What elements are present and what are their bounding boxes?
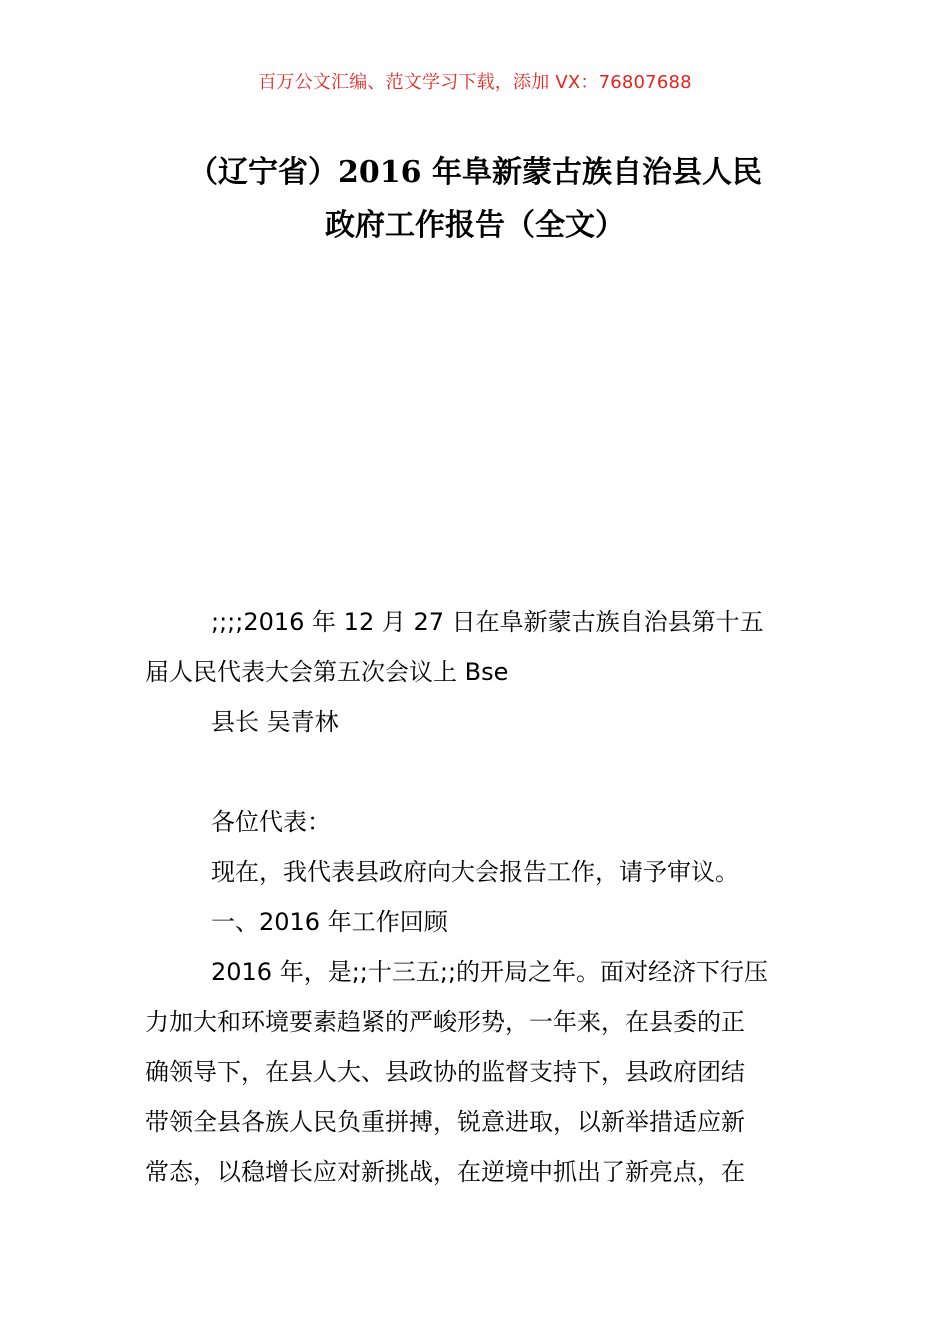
paragraph-line: 确领导下，在县人大、县政协的监督支持下，县政府团结 <box>145 1058 745 1086</box>
salutation: 各位代表： <box>211 808 331 836</box>
speaker-line: 县长 吴青林 <box>211 708 339 736</box>
document-body <box>145 597 810 1197</box>
paragraph-line: 力加大和环境要素趋紧的严峻形势，一年来，在县委的正 <box>145 1008 745 1036</box>
paragraph-line: 带领全县各族人民负重拼搏，锐意进取，以新举措适应新 <box>145 1108 745 1136</box>
document-title <box>130 146 820 252</box>
occasion-line-1: ;;;;2016 年 12 月 27 日在阜新蒙古族自治县第十五 <box>211 608 764 636</box>
occasion-line-2: 届人民代表大会第五次会议上 Bse <box>145 658 509 686</box>
paragraph-line: 常态，以稳增长应对新挑战，在逆境中抓出了新亮点，在 <box>145 1158 745 1186</box>
paragraph-line: 2016 年，是;;十三五;;的开局之年。面对经济下行压 <box>211 958 769 986</box>
header-watermark-note: 百万公文汇编、范文学习下载，添加 VX：76807688 <box>258 72 692 93</box>
title-line-2: 政府工作报告（全文） <box>325 208 625 243</box>
blank-line <box>145 747 810 797</box>
section-heading: 一、2016 年工作回顾 <box>211 908 448 936</box>
title-line-1: （辽宁省）2016 年阜新蒙古族自治县人民 <box>188 155 762 190</box>
intro-paragraph: 现在，我代表县政府向大会报告工作，请予审议。 <box>211 858 739 886</box>
